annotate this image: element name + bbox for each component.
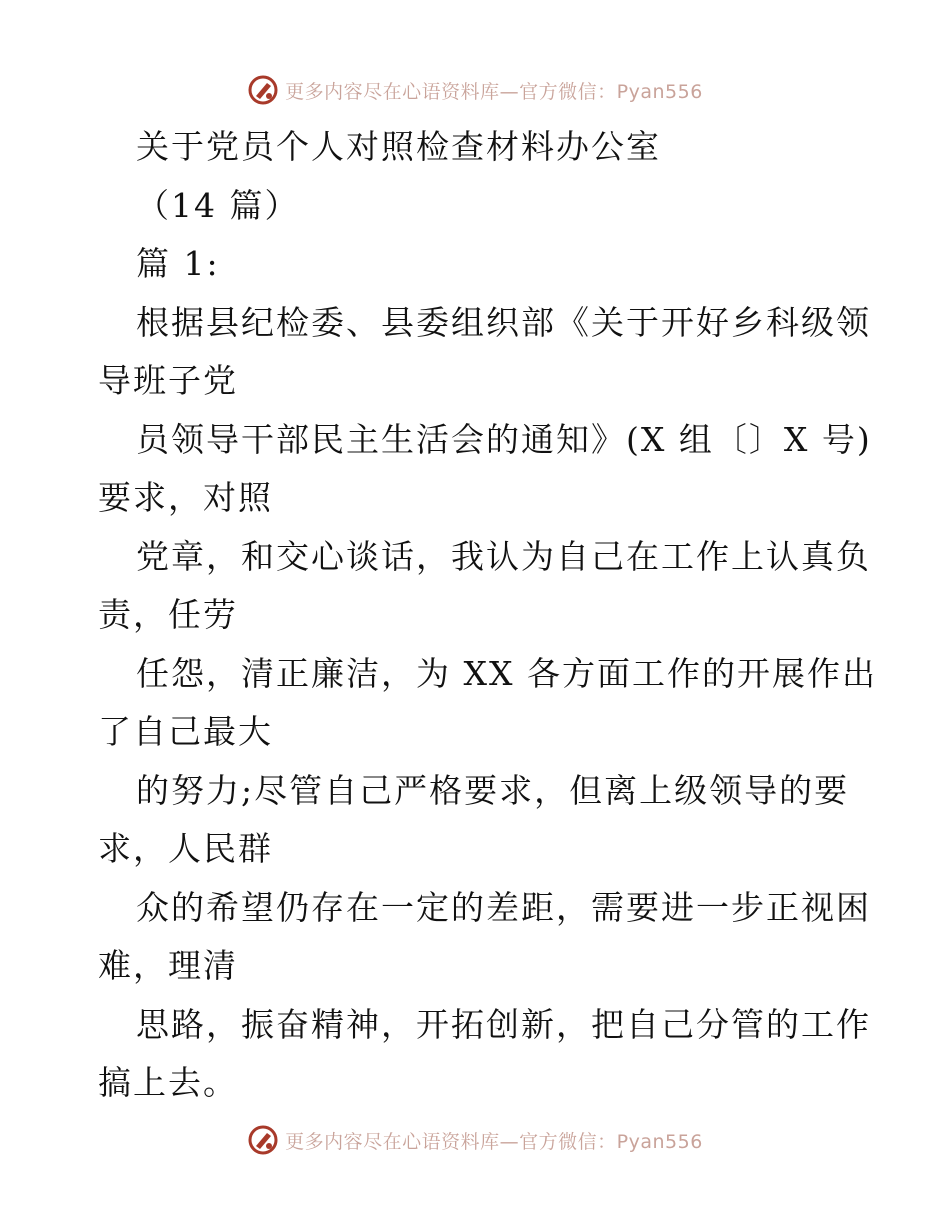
paragraph-line: 根据县纪检委、县委组织部《关于开好乡科级领	[136, 302, 871, 342]
document-body	[98, 118, 877, 1113]
document-subtitle: （14 篇）	[136, 185, 300, 225]
paragraph-line: 要求，对照	[98, 478, 273, 517]
paragraph-line: 了自己最大	[98, 712, 273, 751]
paragraph-line: 责，任劳	[98, 595, 238, 634]
paragraph-line: 党章，和交心谈话，我认为自己在工作上认真负	[136, 536, 871, 576]
brand-logo-icon	[247, 1124, 279, 1156]
paragraph-line: 员领导干部民主生活会的通知》(X 组〔〕X 号)	[136, 419, 872, 459]
footer-banner	[0, 1120, 950, 1160]
paragraph-line: 难，理清	[98, 946, 238, 985]
paragraph-line: 的努力;尽管自己严格要求，但离上级领导的要	[136, 770, 850, 810]
header-banner	[0, 70, 950, 110]
paragraph-line: 搞上去。	[98, 1063, 238, 1102]
paragraph-line: 求，人民群	[98, 829, 273, 868]
paragraph-line: 导班子党	[98, 361, 238, 400]
brand-logo-icon	[247, 74, 279, 106]
paragraph-line: 思路，振奋精神，开拓创新，把自己分管的工作	[136, 1004, 871, 1044]
paragraph-line: 众的希望仍存在一定的差距，需要进一步正视困	[136, 887, 871, 927]
footer-banner-text: 更多内容尽在心语资料库—官方微信：Pyan556	[285, 1130, 703, 1153]
paragraph-line: 任怨，清正廉洁，为 XX 各方面工作的开展作出	[136, 653, 877, 693]
header-banner-text: 更多内容尽在心语资料库—官方微信：Pyan556	[285, 80, 703, 103]
document-title: 关于党员个人对照检查材料办公室	[136, 127, 661, 166]
section-heading: 篇 1:	[136, 244, 220, 283]
